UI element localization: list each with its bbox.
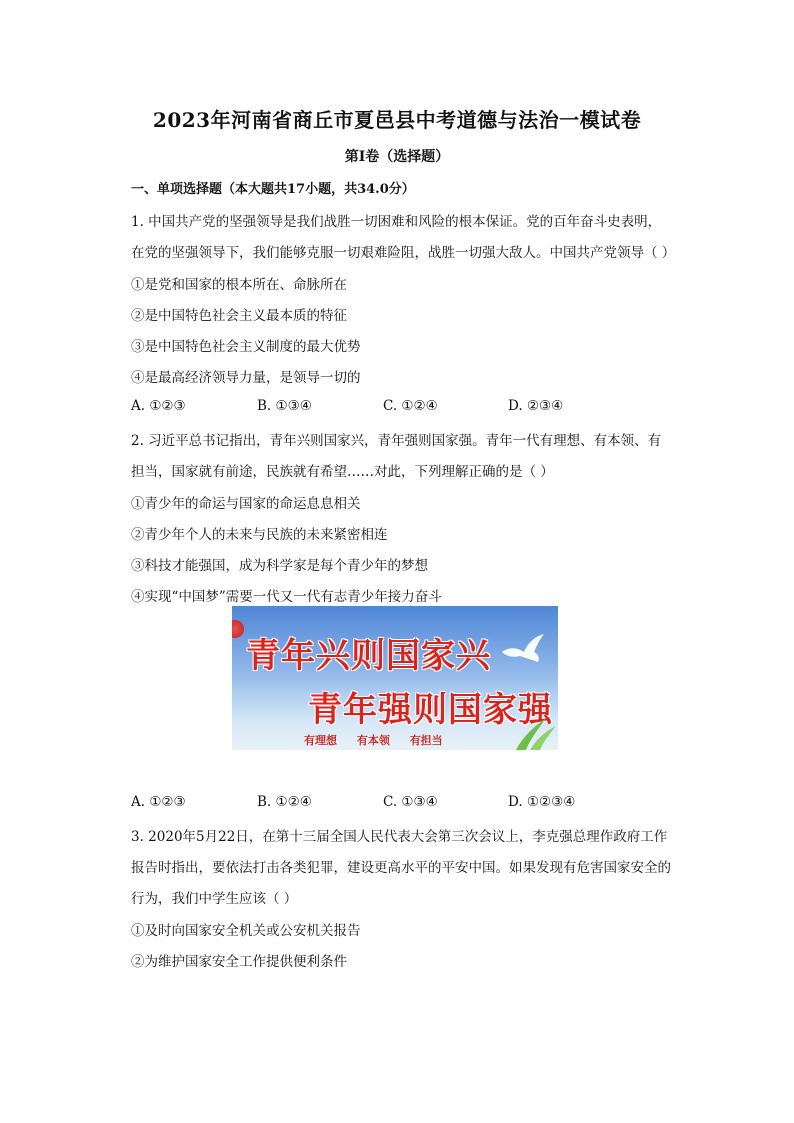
- q1-statement-2: ②是中国特色社会主义最本质的特征: [131, 308, 347, 324]
- banner-tags: [304, 732, 459, 748]
- q3-statement-1: ①及时向国家安全机关或公安机关报告: [131, 923, 361, 939]
- paper-subtitle: 第Ⅰ卷（选择题）: [344, 149, 450, 165]
- q2-option-d[interactable]: D. ①②③④: [508, 794, 576, 810]
- q2-stem-line2: 担当，国家就有前途，民族就有希望……对此，下列理解正确的是（ ）: [131, 464, 554, 480]
- q2-statement-3: ③科技才能强国，成为科学家是每个青少年的梦想: [131, 558, 428, 574]
- banner-slogan-line2: 青年强则国家强: [308, 690, 553, 730]
- q3-stem-line1: 3. 2020年5月22日，在第十三届全国人民代表大会第三次会议上，李克强总理作政府工作: [131, 829, 668, 845]
- q1-statement-1: ①是党和国家的根本所在、命脉所在: [131, 277, 347, 293]
- q2-statement-4: ④实现“中国梦”需要一代又一代有志青少年接力奋斗: [131, 589, 442, 605]
- q1-statement-3: ③是中国特色社会主义制度的最大优势: [131, 339, 361, 355]
- q2-option-a[interactable]: A. ①②③: [131, 794, 186, 810]
- q2-statement-1: ①青少年的命运与国家的命运息息相关: [131, 496, 361, 512]
- banner-slogan-line1: 青年兴则国家兴: [246, 636, 491, 676]
- q1-option-a[interactable]: A. ①②③: [131, 398, 186, 414]
- red-flag-icon: [232, 620, 244, 638]
- q1-stem-line2: 在党的坚强领导下，我们能够克服一切艰难险阻，战胜一切强大敌人。中国共产党领导（ ）: [131, 245, 676, 261]
- q3-stem-line3: 行为，我们中学生应该（ ）: [131, 891, 298, 907]
- slogan-banner-image: [232, 606, 558, 750]
- q2-option-b[interactable]: B. ①②④: [257, 794, 312, 810]
- q3-statement-2: ②为维护国家安全工作提供便利条件: [131, 954, 347, 970]
- q2-option-c[interactable]: C. ①③④: [383, 794, 438, 810]
- q1-option-b[interactable]: B. ①③④: [257, 398, 312, 414]
- q1-stem-line1: 1. 中国共产党的坚强领导是我们战胜一切困难和风险的根本保证。党的百年奋斗史表明，: [131, 214, 662, 230]
- q1-option-c[interactable]: C. ①②④: [383, 398, 438, 414]
- q2-stem-line1: 2. 习近平总书记指出，青年兴则国家兴，青年强则国家强。青年一代有理想、有本领、有: [131, 433, 662, 449]
- q1-statement-4: ④是最高经济领导力量，是领导一切的: [131, 370, 361, 386]
- banner-tag: 有本领: [356, 734, 390, 747]
- q2-statement-2: ②青少年个人的未来与民族的未来紧密相连: [131, 527, 388, 543]
- banner-tag: 有理想: [304, 734, 337, 747]
- section-heading: 一、单项选择题（本大题共17小题，共34.0分）: [131, 182, 415, 197]
- page-title: 2023年河南省商丘市夏邑县中考道德与法治一模试卷: [152, 108, 642, 132]
- q1-option-d[interactable]: D. ②③④: [508, 398, 564, 414]
- q3-stem-line2: 报告时指出，要依法打击各类犯罪，建设更高水平的平安中国。如果发现有危害国家安全的: [131, 860, 671, 876]
- banner-tag: 有担当: [409, 734, 443, 747]
- grass-decoration: [512, 710, 558, 750]
- dove-icon: [500, 632, 546, 666]
